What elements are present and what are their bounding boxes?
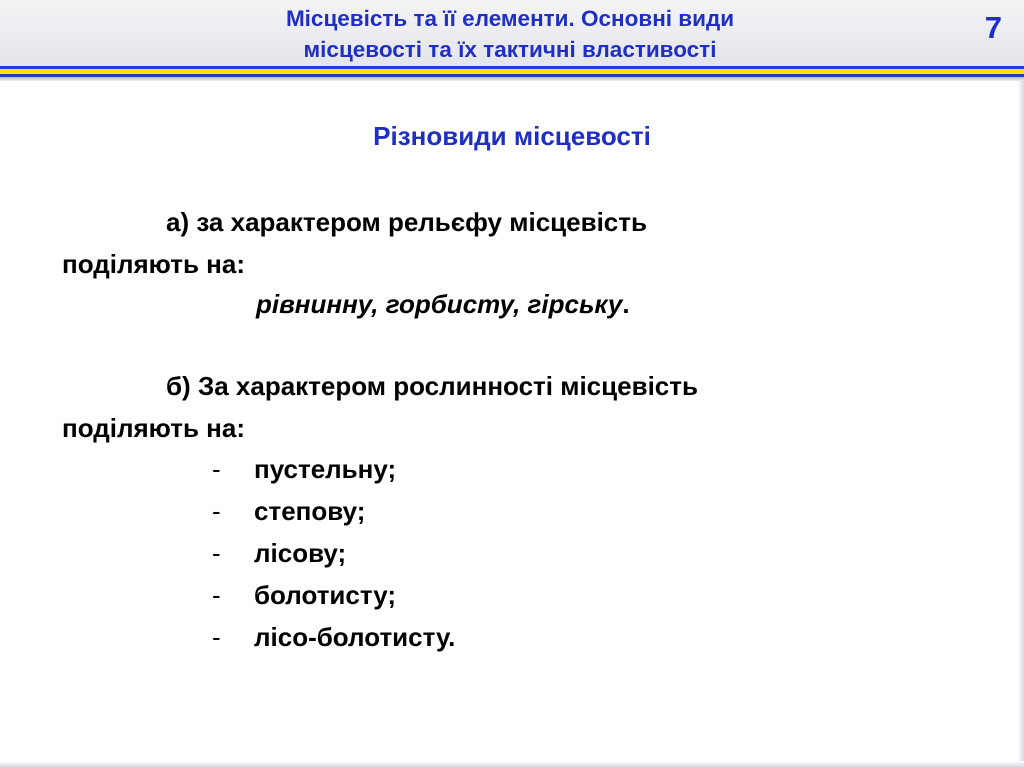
slide-title-line-1: Місцевість та її елементи. Основні види	[285, 6, 735, 31]
list-item	[212, 496, 365, 527]
list-dash: -	[212, 496, 221, 526]
section-a-types	[256, 289, 630, 320]
section-a-heading: а) за характером рельєфу місцевість	[166, 207, 647, 237]
list-item-text: лісо-болотисту.	[254, 622, 456, 652]
list-item-text: лісову;	[254, 538, 347, 568]
section-b-heading: б) За характером рослинності місцевість	[166, 371, 698, 401]
list-item	[212, 454, 396, 485]
section-a-subheading: поділяють на:	[62, 249, 245, 279]
slide-header	[0, 0, 1024, 66]
list-dash: -	[212, 538, 221, 568]
header-shadow	[0, 77, 1024, 81]
list-dash: -	[212, 622, 221, 652]
list-item-text: степову;	[254, 496, 366, 526]
slide-title	[150, 3, 870, 65]
section-a-types-text: рівнинну, горбисту, гірську	[256, 289, 623, 319]
section-b-subheading: поділяють на:	[62, 413, 245, 443]
slide-title-line-2: місцевості та їх тактичні властивості	[303, 37, 717, 62]
list-item	[212, 622, 455, 653]
section-subtitle: Різновиди місцевості	[373, 121, 651, 151]
list-dash: -	[212, 580, 221, 610]
page-number: 7	[984, 10, 1002, 45]
slide-frame-right	[1018, 81, 1024, 767]
section-a-types-period: .	[622, 289, 630, 319]
slide-frame-bottom	[0, 761, 1024, 767]
list-item-text: болотисту;	[254, 580, 397, 610]
list-item	[212, 580, 396, 611]
list-item-text: пустельну;	[254, 454, 397, 484]
list-item	[212, 538, 346, 569]
list-dash: -	[212, 454, 221, 484]
